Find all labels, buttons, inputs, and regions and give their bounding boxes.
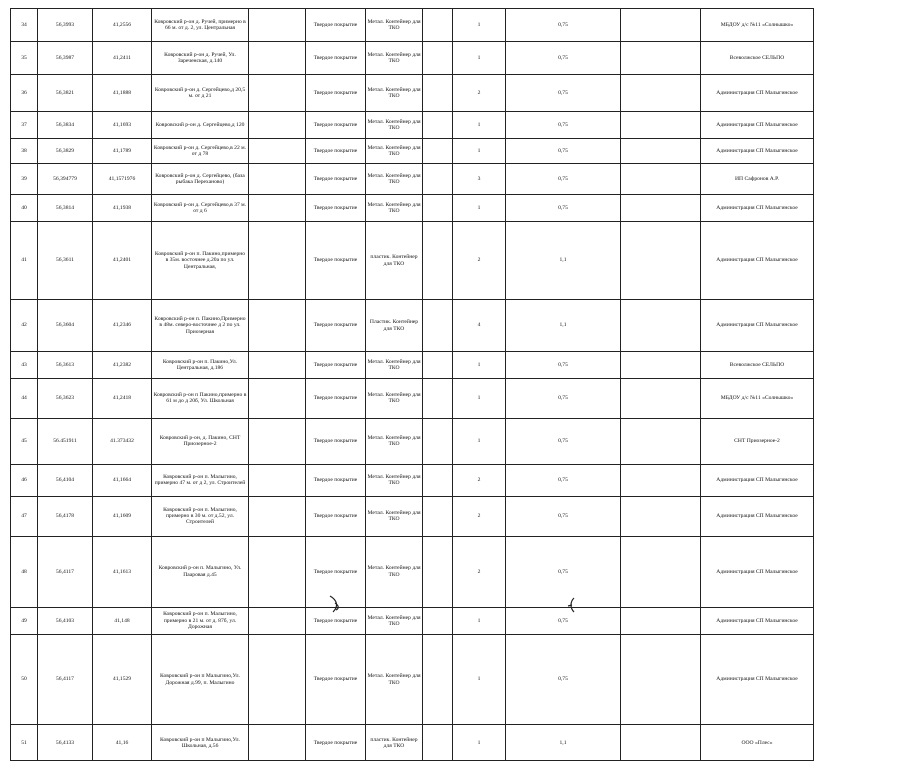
cell-owner: Администрация СП Малыгинское <box>701 222 814 300</box>
cell-owner: Администрация СП Малыгинское <box>701 496 814 536</box>
cell-number: 43 <box>11 352 38 379</box>
cell-container-count: 1 <box>453 42 506 75</box>
cell-container-count: 3 <box>453 164 506 195</box>
cell-container-count: 1 <box>453 378 506 418</box>
cell-owner: Администрация СП Малыгинское <box>701 608 814 635</box>
cell-longitude: 41,2382 <box>93 352 152 379</box>
cell-owner: Администрация СП Малыгинское <box>701 139 814 164</box>
table-row <box>11 634 814 725</box>
cell-empty <box>423 608 453 635</box>
cell-number: 48 <box>11 536 38 607</box>
cell-empty <box>249 164 306 195</box>
cell-empty <box>249 464 306 496</box>
cell-empty <box>249 42 306 75</box>
cell-address: Ковровский р-он п. Малыгино, примерно в 21 м. от д. 87б, ул. Дорожная <box>152 608 249 635</box>
cell-empty <box>621 164 701 195</box>
cell-address: Ковровский р-он д. Сергейцево,д 20,5 м. от д 21 <box>152 75 249 112</box>
cell-container-count: 2 <box>453 536 506 607</box>
cell-address: Ковровский р-он д. Сергейцево, (база рыбака Переханово) <box>152 164 249 195</box>
table-row <box>11 299 814 351</box>
cell-address: Ковровский р-он п Малыгино,Ул. Дорожная д.99, п. Малыгино <box>152 634 249 725</box>
cell-number: 46 <box>11 464 38 496</box>
cell-empty <box>621 9 701 42</box>
cell-container-type: Метал. Контейнер для ТКО <box>366 164 423 195</box>
cell-empty <box>621 608 701 635</box>
cell-surface: Твердое покрытие <box>306 164 366 195</box>
cell-longitude: 41,1613 <box>93 536 152 607</box>
cell-volume: 1,1 <box>506 299 621 351</box>
cell-longitude: 41,1571976 <box>93 164 152 195</box>
cell-number: 42 <box>11 299 38 351</box>
cell-empty <box>621 195 701 222</box>
table-row <box>11 75 814 112</box>
cell-empty <box>621 496 701 536</box>
cell-address: Ковровский р-он п Пакино,примерно в 61 м до д 20б, Ул. Школьная <box>152 378 249 418</box>
cell-volume: 0,75 <box>506 195 621 222</box>
cell-address: Ковровский р-он д. Ручей, примерно в 66 м. от д. 2, ул. Центральная <box>152 9 249 42</box>
cell-surface: Твердое покрытие <box>306 139 366 164</box>
cell-volume: 0,75 <box>506 608 621 635</box>
table-row <box>11 378 814 418</box>
cell-number: 37 <box>11 112 38 139</box>
cell-number: 51 <box>11 725 38 761</box>
cell-latitude: 56,4103 <box>38 608 93 635</box>
cell-number: 45 <box>11 418 38 464</box>
cell-empty <box>423 9 453 42</box>
cell-address: Ковровский р-он п Малыгино,Ул. Школьная, д.56 <box>152 725 249 761</box>
cell-address: Ковровский р-он д. Сергейцево,в 22 м. от д 78 <box>152 139 249 164</box>
cell-empty <box>249 496 306 536</box>
cell-longitude: 41,2418 <box>93 378 152 418</box>
cell-latitude: 56,3611 <box>38 222 93 300</box>
cell-number: 44 <box>11 378 38 418</box>
cell-longitude: 41,1609 <box>93 496 152 536</box>
cell-number: 49 <box>11 608 38 635</box>
cell-surface: Твердое покрытие <box>306 112 366 139</box>
cell-empty <box>423 634 453 725</box>
cell-container-count: 2 <box>453 496 506 536</box>
cell-number: 35 <box>11 42 38 75</box>
cell-latitude: 56,3993 <box>38 9 93 42</box>
cell-empty <box>249 634 306 725</box>
cell-container-count: 2 <box>453 75 506 112</box>
cell-surface: Твердое покрытие <box>306 222 366 300</box>
cell-surface: Твердое покрытие <box>306 378 366 418</box>
cell-latitude: 56,3829 <box>38 139 93 164</box>
cell-empty <box>621 725 701 761</box>
table-row <box>11 195 814 222</box>
cell-number: 36 <box>11 75 38 112</box>
cell-latitude: 56,3604 <box>38 299 93 351</box>
cell-surface: Твердое покрытие <box>306 725 366 761</box>
cell-container-type: пластик. Контейнер для ТКО <box>366 725 423 761</box>
cell-empty <box>249 195 306 222</box>
cell-owner: Администрация СП Малыгинское <box>701 75 814 112</box>
table-row <box>11 164 814 195</box>
table-row <box>11 112 814 139</box>
cell-empty <box>249 536 306 607</box>
cell-longitude: 41,1693 <box>93 112 152 139</box>
document-page <box>10 8 894 749</box>
cell-container-count: 1 <box>453 634 506 725</box>
cell-empty <box>423 352 453 379</box>
cell-address: Ковровский р-он д. Сергейцево,в 37 м. от д 6 <box>152 195 249 222</box>
cell-empty <box>621 464 701 496</box>
cell-latitude: 56,4117 <box>38 634 93 725</box>
cell-latitude: 56,3987 <box>38 42 93 75</box>
cell-container-type: Метал. Контейнер для ТКО <box>366 42 423 75</box>
cell-empty <box>249 608 306 635</box>
cell-empty <box>621 634 701 725</box>
cell-owner: МБДОУ д/с №11 «Солнышко» <box>701 378 814 418</box>
cell-number: 39 <box>11 164 38 195</box>
cell-empty <box>423 222 453 300</box>
cell-empty <box>423 464 453 496</box>
cell-empty <box>423 536 453 607</box>
cell-longitude: 41,2411 <box>93 42 152 75</box>
cell-empty <box>249 75 306 112</box>
cell-surface: Твердое покрытие <box>306 42 366 75</box>
cell-container-count: 2 <box>453 222 506 300</box>
table-row <box>11 464 814 496</box>
cell-owner: ИП Сафронов А.Р. <box>701 164 814 195</box>
cell-container-count: 1 <box>453 608 506 635</box>
cell-surface: Твердое покрытие <box>306 352 366 379</box>
cell-container-type: Метал. Контейнер для ТКО <box>366 139 423 164</box>
cell-empty <box>249 222 306 300</box>
cell-longitude: 41,2556 <box>93 9 152 42</box>
cell-empty <box>249 139 306 164</box>
cell-owner: Всеволжское СЕЛЬПО <box>701 352 814 379</box>
cell-empty <box>621 378 701 418</box>
cell-empty <box>249 418 306 464</box>
table-row <box>11 352 814 379</box>
cell-owner: Всеволжское СЕЛЬПО <box>701 42 814 75</box>
cell-container-type: Метал. Контейнер для ТКО <box>366 634 423 725</box>
cell-address: Ковровский р-он п. Малыгино, Ул. Пааровая д.45 <box>152 536 249 607</box>
cell-container-count: 1 <box>453 352 506 379</box>
cell-longitude: 41.373432 <box>93 418 152 464</box>
cell-surface: Твердое покрытие <box>306 464 366 496</box>
cell-longitude: 41,1664 <box>93 464 152 496</box>
cell-empty <box>423 112 453 139</box>
cell-address: Ковровский р-он п. Пакино,Ул. Центральная, д.186 <box>152 352 249 379</box>
cell-surface: Твердое покрытие <box>306 536 366 607</box>
cell-volume: 0,75 <box>506 112 621 139</box>
cell-longitude: 41,1938 <box>93 195 152 222</box>
cell-longitude: 41,1529 <box>93 634 152 725</box>
cell-container-type: Метал. Контейнер для ТКО <box>366 536 423 607</box>
cell-empty <box>621 536 701 607</box>
cell-number: 38 <box>11 139 38 164</box>
cell-empty <box>423 299 453 351</box>
table-body <box>11 9 814 761</box>
cell-latitude: 56,4178 <box>38 496 93 536</box>
cell-latitude: 56,3821 <box>38 75 93 112</box>
cell-longitude: 41,2346 <box>93 299 152 351</box>
table-row <box>11 9 814 42</box>
cell-container-count: 1 <box>453 9 506 42</box>
cell-latitude: 56,3613 <box>38 352 93 379</box>
cell-empty <box>621 352 701 379</box>
table-row <box>11 139 814 164</box>
cell-owner: Администрация СП Малыгинское <box>701 464 814 496</box>
cell-latitude: 56,4104 <box>38 464 93 496</box>
cell-owner: Администрация СП Малыгинское <box>701 536 814 607</box>
cell-empty <box>423 378 453 418</box>
cell-owner: Администрация СП Малыгинское <box>701 112 814 139</box>
cell-volume: 0,75 <box>506 352 621 379</box>
cell-latitude: 56,3834 <box>38 112 93 139</box>
cell-number: 47 <box>11 496 38 536</box>
cell-container-type: Метал. Контейнер для ТКО <box>366 464 423 496</box>
cell-container-count: 1 <box>453 139 506 164</box>
cell-longitude: 41,148 <box>93 608 152 635</box>
cell-volume: 0,75 <box>506 9 621 42</box>
cell-address: Ковровский р-он п. Малыгино, примерно 47 м. от д 2, ул. Строителей <box>152 464 249 496</box>
cell-empty <box>423 496 453 536</box>
cell-container-count: 2 <box>453 464 506 496</box>
cell-empty <box>249 299 306 351</box>
cell-empty <box>423 42 453 75</box>
cell-latitude: 56,4117 <box>38 536 93 607</box>
cell-container-type: Пластик. Контейнер для ТКО <box>366 299 423 351</box>
cell-latitude: 56.451911 <box>38 418 93 464</box>
cell-container-count: 1 <box>453 112 506 139</box>
cell-surface: Твердое покрытие <box>306 496 366 536</box>
cell-longitude: 41,16 <box>93 725 152 761</box>
cell-owner: Администрация СП Малыгинское <box>701 195 814 222</box>
cell-container-type: Метал. Контейнер для ТКО <box>366 608 423 635</box>
table-row <box>11 496 814 536</box>
cell-container-type: Метал. Контейнер для ТКО <box>366 112 423 139</box>
cell-empty <box>621 299 701 351</box>
cell-number: 50 <box>11 634 38 725</box>
cell-empty <box>249 378 306 418</box>
cell-volume: 0,75 <box>506 536 621 607</box>
cell-address: Ковровский р-он п. Малыгино, примерно в 30 м. от д.52, ул. Строителей <box>152 496 249 536</box>
cell-owner: Администрация СП Малыгинское <box>701 299 814 351</box>
table-row <box>11 418 814 464</box>
cell-container-type: пластик. Контейнер для ТКО <box>366 222 423 300</box>
cell-number: 34 <box>11 9 38 42</box>
cell-empty <box>621 75 701 112</box>
cell-container-type: Метал. Контейнер для ТКО <box>366 9 423 42</box>
cell-container-type: Метал. Контейнер для ТКО <box>366 352 423 379</box>
cell-surface: Твердое покрытие <box>306 608 366 635</box>
cell-volume: 0,75 <box>506 496 621 536</box>
table-row <box>11 725 814 761</box>
cell-container-type: Метал. Контейнер для ТКО <box>366 496 423 536</box>
cell-empty <box>249 112 306 139</box>
cell-empty <box>621 139 701 164</box>
cell-empty <box>621 112 701 139</box>
cell-latitude: 56,3623 <box>38 378 93 418</box>
cell-container-type: Метал. Контейнер для ТКО <box>366 418 423 464</box>
cell-empty <box>423 164 453 195</box>
cell-surface: Твердое покрытие <box>306 418 366 464</box>
cell-number: 40 <box>11 195 38 222</box>
cell-volume: 0,75 <box>506 42 621 75</box>
cell-latitude: 56,4133 <box>38 725 93 761</box>
cell-owner: ООО «Плес» <box>701 725 814 761</box>
cell-volume: 0,75 <box>506 418 621 464</box>
cell-container-type: Метал. Контейнер для ТКО <box>366 378 423 418</box>
table-row <box>11 42 814 75</box>
table-row <box>11 536 814 607</box>
cell-empty <box>423 75 453 112</box>
container-sites-table <box>10 8 814 761</box>
cell-volume: 1,1 <box>506 222 621 300</box>
cell-latitude: 56,3814 <box>38 195 93 222</box>
cell-volume: 0,75 <box>506 139 621 164</box>
cell-surface: Твердое покрытие <box>306 634 366 725</box>
cell-surface: Твердое покрытие <box>306 195 366 222</box>
cell-volume: 0,75 <box>506 378 621 418</box>
cell-surface: Твердое покрытие <box>306 299 366 351</box>
cell-longitude: 41,1789 <box>93 139 152 164</box>
cell-address: Ковровский р-он п. Пакино,Примерно в 48м. северо-восточнее д 2 по ул. Приозерная <box>152 299 249 351</box>
cell-address: Ковровский р-он, д. Пакино, СНТ Приозерное-2 <box>152 418 249 464</box>
cell-empty <box>621 42 701 75</box>
cell-container-type: Метал. Контейнер для ТКО <box>366 75 423 112</box>
cell-owner: СНТ Приозерное-2 <box>701 418 814 464</box>
cell-empty <box>621 418 701 464</box>
cell-longitude: 41,2401 <box>93 222 152 300</box>
cell-owner: МБДОУ д/с №11 «Солнышко» <box>701 9 814 42</box>
cell-container-count: 4 <box>453 299 506 351</box>
cell-surface: Твердое покрытие <box>306 75 366 112</box>
cell-volume: 0,75 <box>506 464 621 496</box>
cell-container-count: 1 <box>453 418 506 464</box>
cell-container-type: Метал. Контейнер для ТКО <box>366 195 423 222</box>
cell-empty <box>249 725 306 761</box>
cell-empty <box>249 9 306 42</box>
cell-empty <box>423 418 453 464</box>
cell-latitude: 56,394779 <box>38 164 93 195</box>
cell-number: 41 <box>11 222 38 300</box>
cell-empty <box>423 139 453 164</box>
cell-longitude: 41,1888 <box>93 75 152 112</box>
cell-address: Ковровский р-он д. Ручей, Ул. Зареченская, д.140 <box>152 42 249 75</box>
cell-volume: 0,75 <box>506 164 621 195</box>
cell-address: Ковровский р-он п. Пакино,примерно в 35м. восточнее д.20а по ул. Центральная, <box>152 222 249 300</box>
table-row <box>11 608 814 635</box>
cell-volume: 0,75 <box>506 75 621 112</box>
cell-empty <box>621 222 701 300</box>
cell-owner: Администрация СП Малыгинское <box>701 634 814 725</box>
table-row <box>11 222 814 300</box>
cell-volume: 0,75 <box>506 634 621 725</box>
cell-empty <box>423 195 453 222</box>
cell-address: Ковровский р-он д. Сергейцево,д 120 <box>152 112 249 139</box>
cell-surface: Твердое покрытие <box>306 9 366 42</box>
cell-container-count: 1 <box>453 725 506 761</box>
cell-container-count: 1 <box>453 195 506 222</box>
cell-empty <box>423 725 453 761</box>
cell-volume: 1,1 <box>506 725 621 761</box>
cell-empty <box>249 352 306 379</box>
